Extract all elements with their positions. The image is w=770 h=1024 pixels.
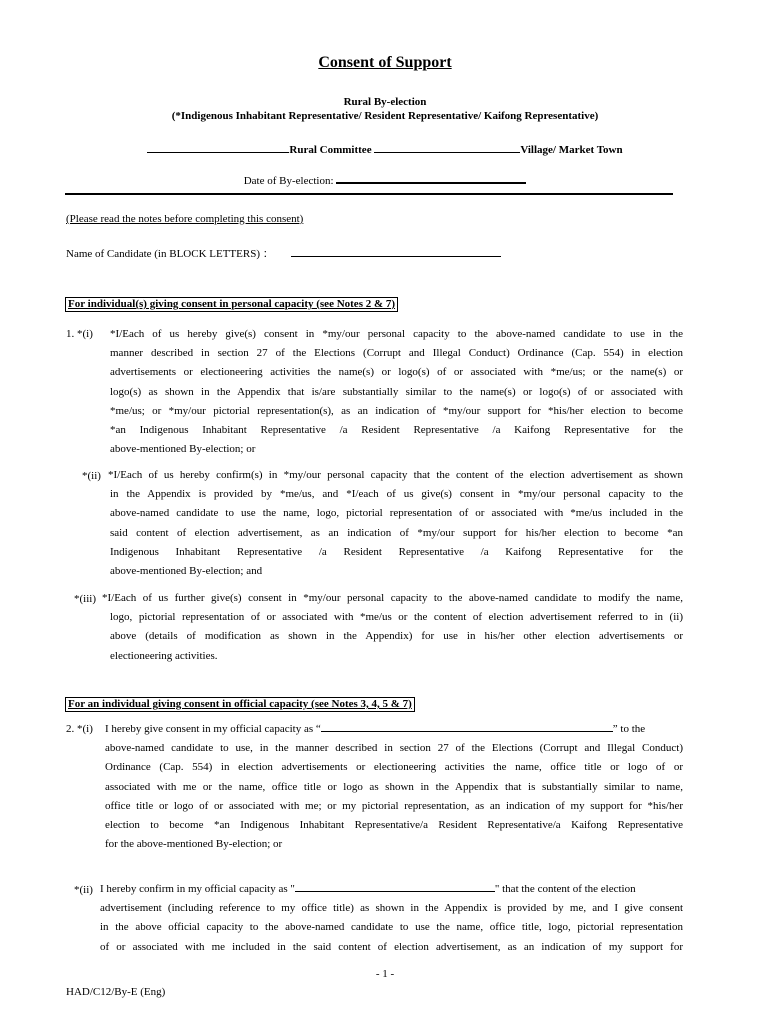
text-line: election to become *an Indigenous Inhabitant Representative/a Resident Representative/a Kaifong Representative — [105, 818, 683, 831]
text-line: *I/Each of us hereby confirm(s) in *my/our personal capacity that the content of the election advertisement as shown — [108, 469, 683, 481]
text-line: in the above official capacity to the above-named candidate to use the name, office title, logo, pictorial representation — [100, 921, 683, 934]
official-capacity-confirm-blank[interactable] — [295, 880, 495, 892]
item-2-ii-text — [100, 880, 683, 957]
official-capacity-blank[interactable] — [321, 720, 613, 732]
date-label: Date of By-election: — [243, 175, 334, 187]
item-2-ii-number: *(ii) — [74, 884, 93, 896]
text-line: electioneering activities. — [110, 649, 218, 662]
candidate-label: Name of Candidate (in BLOCK LETTERS) ： — [66, 248, 274, 260]
village-blank[interactable] — [374, 141, 520, 153]
candidate-name-blank[interactable] — [291, 245, 501, 257]
committee-village-line — [0, 141, 770, 156]
text-line: above (details of modification as shown in the Appendix) for use in his/her other election advertisements or — [110, 630, 683, 643]
text-line: *me/us; or *my/our pictorial representation(s), as an indication of *my/our support for *his/her election to become — [110, 404, 683, 417]
date-line — [0, 171, 770, 187]
item-2-i-text — [105, 720, 683, 854]
text-line: said content of election advertisement, as an indication of *my/our support for his/her election to become *an — [110, 526, 683, 539]
text-line: advertisements or electioneering activities the name(s) or logo(s) of or associated with *me/us; or the name(s) or — [110, 366, 683, 379]
rural-committee-label: Rural Committee — [289, 144, 372, 156]
item-2-i-number: 2. *(i) — [66, 723, 93, 735]
item-1-iii-text — [102, 589, 683, 666]
section-1-heading: For individual(s) giving consent in personal capacity (see Notes 2 & 7) — [65, 297, 398, 312]
candidate-line — [66, 245, 666, 261]
text-line: above-named candidate to use, in the manner described in section 27 of the Elections (Corrupt and Illegal Conduct) — [105, 742, 683, 755]
rural-committee-blank[interactable] — [147, 141, 289, 153]
text-line: associated with me or the name, office title or logo as shown in the Appendix that is substantially similar to name, — [105, 780, 683, 793]
form-code: HAD/C12/By-E (Eng) — [66, 986, 166, 998]
text-line: office title or logo of or associated with me; or my pictorial representation, as an indication of my support for *his/her — [105, 799, 683, 812]
text-line: in the Appendix is provided by *me/us, and *I/each of us give(s) consent in *my/our personal capacity to the — [110, 488, 683, 501]
election-type: Rural By-election — [343, 96, 427, 108]
text-line: for the above-mentioned By-election; or — [105, 838, 283, 851]
page-number: - 1 - — [375, 968, 395, 980]
text-line: advertisement (including reference to my office title) as shown in the Appendix is provided by me, and I give consent — [100, 902, 683, 915]
item-1-i-text — [110, 325, 683, 459]
text-line: *an Indigenous Inhabitant Representative /a Resident Representative /a Kaifong Representative for the — [110, 423, 683, 436]
section-2-heading: For an individual giving consent in official capacity (see Notes 3, 4, 5 & 7) — [65, 697, 415, 712]
text-line: logo(s) as shown in the Appendix that is/are substantially similar to the name(s) or logo(s) of or associated with — [110, 385, 683, 398]
date-blank[interactable] — [336, 171, 526, 184]
text-line — [100, 880, 683, 899]
text-line: of or associated with me included in the said content of election advertisement, as an indication of my support for — [100, 940, 683, 953]
representative-types: (*Indigenous Inhabitant Representative/ Resident Representative/ Kaifong Representative) — [171, 110, 599, 122]
header-divider — [65, 193, 673, 195]
text-line: *I/Each of us hereby give(s) consent in *my/our personal capacity to the above-named candidate to use in the — [110, 328, 683, 340]
text-line: logo, pictorial representation of or associated with *me/us or the content of election advertisement referred to in (ii) — [110, 611, 683, 624]
item-1-iii-number: *(iii) — [74, 593, 96, 605]
item-1-ii-text — [108, 466, 683, 581]
official-capacity-confirm-text: I hereby confirm in my official capacity as " — [100, 883, 295, 895]
item-1-i-number: 1. *(i) — [66, 328, 93, 340]
village-label: Village/ Market Town — [520, 144, 623, 156]
text-line: Indigenous Inhabitant Representative /a Resident Representative /a Kaifong Representative for the — [110, 545, 683, 558]
official-capacity-text: I hereby give consent in my official capacity as “ — [105, 723, 321, 735]
text-line: *I/Each of us further give(s) consent in *my/our personal capacity to the above-named candidate to modify the name, — [102, 592, 683, 604]
text-line: above-named candidate to use the name, logo, pictorial representation of or associated with *me/us included in the — [110, 507, 683, 520]
text-line: above-mentioned By-election; and — [110, 564, 263, 577]
text-line: above-mentioned By-election; or — [110, 443, 256, 456]
item-1-ii-number: *(ii) — [82, 470, 101, 482]
notes-instruction: (Please read the notes before completing this consent) — [66, 213, 304, 225]
text-line — [105, 720, 683, 739]
official-capacity-confirm-end: " that the content of the election — [494, 883, 636, 895]
document-title: Consent of Support — [318, 54, 452, 71]
text-line: Ordinance (Cap. 554) in election advertisements or electioneering activities the name, office title or logo of or — [105, 761, 683, 774]
official-capacity-text-end: ” to the — [612, 723, 646, 735]
text-line: manner described in section 27 of the Elections (Corrupt and Illegal Conduct) Ordinance (Cap. 554) in election — [110, 347, 683, 360]
